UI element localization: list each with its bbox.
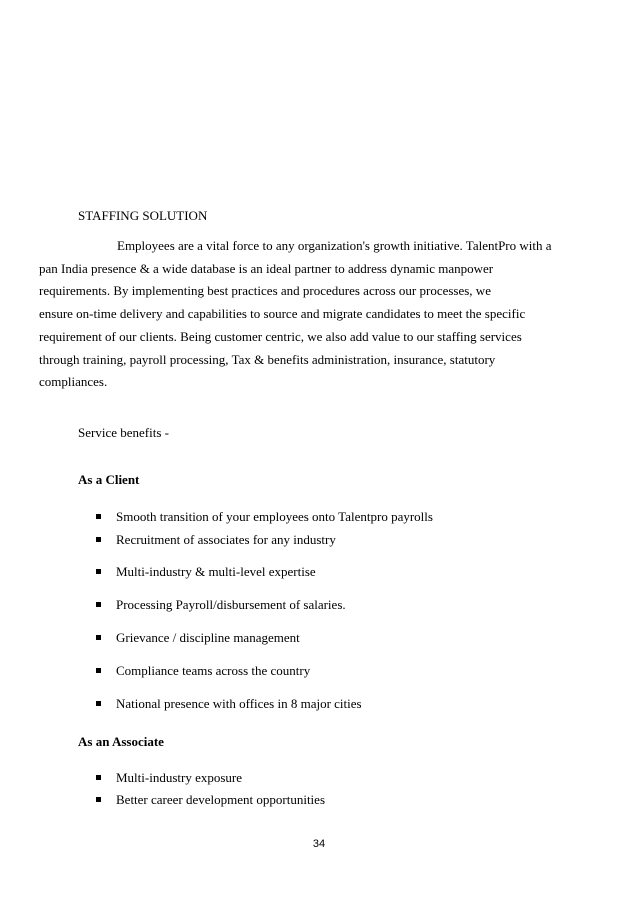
- list-item: [96, 770, 242, 786]
- square-bullet-icon: [96, 569, 101, 574]
- paragraph-line: through training, payroll processing, Tax & benefits administration, insurance, statutory: [39, 351, 496, 367]
- square-bullet-icon: [96, 514, 101, 519]
- list-item: [96, 564, 316, 580]
- square-bullet-icon: [96, 668, 101, 673]
- section-title: STAFFING SOLUTION: [78, 208, 208, 223]
- list-item-text: Multi-industry exposure: [116, 770, 243, 785]
- paragraph-line: compliances.: [39, 374, 108, 390]
- list-item-text: Better career development opportunities: [116, 792, 326, 807]
- page-number: 34: [312, 838, 326, 850]
- paragraph-line: requirement of our clients. Being customer centric, we also add value to our staffing services: [39, 328, 522, 344]
- list-item: [96, 532, 336, 548]
- associate-heading: As an Associate: [78, 734, 164, 749]
- list-item: [96, 792, 325, 808]
- paragraph-line: pan India presence & a wide database is an ideal partner to address dynamic manpower: [39, 260, 494, 276]
- list-item-text: National presence with offices in 8 major cities: [116, 696, 362, 711]
- service-benefits-intro: Service benefits -: [78, 425, 169, 440]
- paragraph-line: ensure on-time delivery and capabilities to source and migrate candidates to meet the specific: [39, 306, 526, 322]
- square-bullet-icon: [96, 797, 101, 802]
- list-item-text: Processing Payroll/disbursement of salaries.: [116, 597, 346, 612]
- square-bullet-icon: [96, 701, 101, 706]
- list-item: [96, 663, 310, 679]
- list-item-text: Smooth transition of your employees onto Talentpro payrolls: [116, 509, 433, 524]
- list-item: [96, 597, 346, 613]
- list-item-text: Compliance teams across the country: [116, 663, 311, 678]
- list-item: [96, 509, 433, 525]
- paragraph-line: Employees are a vital force to any organization's growth initiative. TalentPro with a: [117, 238, 552, 253]
- list-item-text: Multi-industry & multi-level expertise: [116, 564, 316, 579]
- square-bullet-icon: [96, 775, 101, 780]
- list-item: [96, 630, 300, 646]
- square-bullet-icon: [96, 537, 101, 542]
- paragraph-line: requirements. By implementing best practices and procedures across our processes, we: [39, 283, 491, 299]
- list-item-text: Recruitment of associates for any industry: [116, 532, 336, 547]
- square-bullet-icon: [96, 635, 101, 640]
- client-heading: As a Client: [78, 472, 140, 487]
- list-item: [96, 696, 362, 712]
- list-item-text: Grievance / discipline management: [116, 630, 300, 645]
- square-bullet-icon: [96, 602, 101, 607]
- staffing-description-paragraph: [39, 235, 568, 394]
